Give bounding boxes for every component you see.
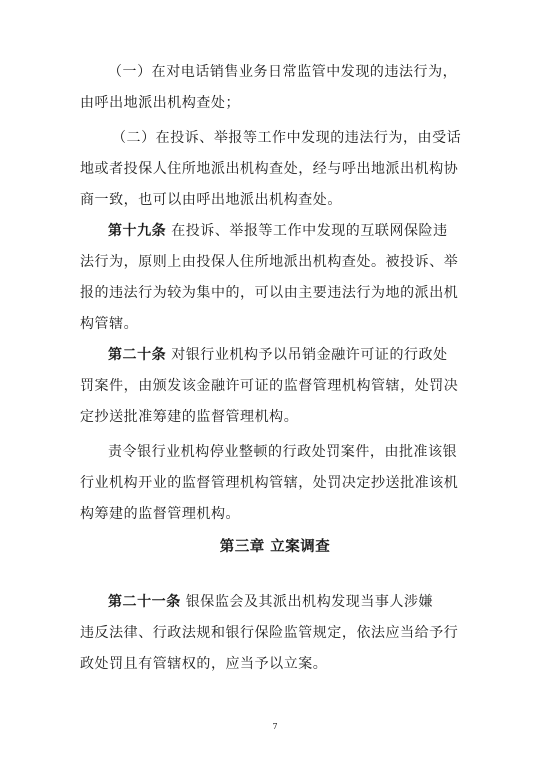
line-text: 银保监会及其派出机构发现当事人涉嫌	[180, 594, 434, 610]
line-text: （二）在投诉、举报等工作中发现的违法行为，由受话	[112, 130, 462, 146]
line-text: 政处罚且有管辖权的，应当予以立案。	[80, 656, 328, 672]
text-line	[108, 346, 448, 364]
article-number: 第二十一条	[108, 594, 181, 610]
text-line	[80, 284, 458, 302]
line-text: （一）在对电话销售业务日常监管中发现的违法行为，	[108, 64, 458, 80]
text-line	[80, 315, 138, 333]
text-line	[108, 593, 433, 611]
text-line	[80, 655, 327, 673]
text-line	[80, 191, 342, 209]
text-line	[80, 253, 458, 271]
line-text: 对银行业机构予以吊销金融许可证的行政处	[166, 347, 448, 363]
line-text: 违反法律、行政法规和银行保险监管规定，依法应当给予行	[80, 625, 459, 641]
text-line	[108, 63, 457, 81]
text-line	[80, 505, 240, 523]
text-line	[112, 129, 461, 147]
line-text: 罚案件，由颁发该金融许可证的监督管理机构管辖，处罚决	[80, 378, 459, 394]
line-text: 构管辖。	[80, 316, 139, 332]
text-line	[80, 408, 298, 426]
article-number: 第二十条	[108, 347, 167, 363]
line-text: 法行为，原则上由投保人住所地派出机构查处。被投诉、举	[80, 254, 459, 270]
article-number: 第十九条	[108, 223, 167, 239]
text-line	[80, 474, 458, 492]
text-line	[108, 443, 457, 461]
text-line	[80, 624, 458, 642]
text-line	[80, 160, 458, 178]
line-text: 行业机构开业的监督管理机构管辖，处罚决定抄送批准该机	[80, 475, 459, 491]
line-text: 报的违法行为较为集中的，可以由主要违法行为地的派出机	[80, 285, 459, 301]
line-text: 地或者投保人住所地派出机构查处，经与呼出地派出机构协	[80, 161, 459, 177]
line-text: 责令银行业机构停业整顿的行政处罚案件，由批准该银	[108, 444, 458, 460]
line-text: 定抄送批准筹建的监督管理机构。	[80, 409, 299, 425]
page-number: 7	[272, 722, 278, 731]
line-text: 构筹建的监督管理机构。	[80, 506, 241, 522]
line-text: 由呼出地派出机构查处；	[80, 95, 241, 111]
text-line	[80, 94, 240, 112]
text-line	[108, 222, 448, 240]
line-text: 在投诉、举报等工作中发现的互联网保险违	[166, 223, 448, 239]
chapter-heading: 第三章 立案调查	[219, 538, 331, 555]
line-text: 商一致，也可以由呼出地派出机构查处。	[80, 192, 342, 208]
text-line	[80, 377, 458, 395]
